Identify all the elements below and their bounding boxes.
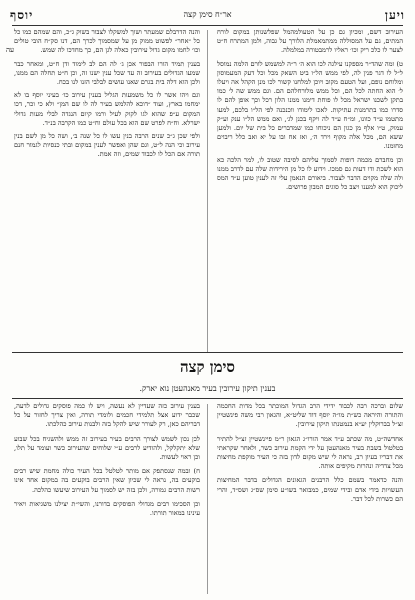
running-head-right: ויען — [384, 8, 405, 22]
paragraph: וכן מחברם מכמה דופות לסמוך עליהם לסיבה שטוב לו, למר הלכה כא הוא לשכת ודו דעות גם סמכו. וידוע לו כל מן הירידות שלה עם לדרב ממנו ולה שלה מקוים הדבר לצבור. ביאורם הנאמן עלי זה לענין טוען ע״ד המס ליכוק הוא למענו ויצב כל סוגים המבון פרושים. — [217, 155, 403, 192]
column-divider — [207, 30, 208, 352]
paragraph: והנה הדרבלם שמעתר ושוך למשקלו לצבור בשוק ג״כ, והם שמהם כמו כל כל ״אחר״ לפשוט ממוק מן על שמסמוך לכרך הם, דנו סק״ח הובי טולים וכו׳ לחמו מקום גדול עירובין כאלה לגן הם, כך מחדכו לה שמש. — [14, 28, 200, 55]
top-right-column — [217, 28, 403, 196]
section-title: סימן קצה — [180, 358, 235, 376]
running-head-center: אר״ח סימן קצה — [183, 10, 232, 19]
paragraph: בענין תמיד הורו הבפור אכן ג׳ לה הם לב לימוד ודן ח״ט, ומאחר כבר שמעו הגדולים בעירוב זה עד שכל ענין ישנו זה, וכן ח״ט תחלה הם ממנו, ולכן הוא דלה בית בגרם שאנו עושים לבלבי הזנו לנו בכח. — [14, 59, 200, 87]
page-number: עה — [6, 46, 14, 54]
top-left-column — [14, 28, 200, 164]
paragraph: וכן הסכימו רבים מגדולי הפוסקים בדורנו, והשי״ת יצילנו משגיאות ויאיר עינינו במאור תורתו. — [14, 499, 200, 518]
section-subtitle: בענין תיקון עירובין בעיר מאנהעטן נוא יארק. — [139, 384, 276, 393]
paragraph: העירוב דשם, ומכיון גם כן על הטעולמהמל שפלשנותן במקום לורח המתים, גם על המסוללה ממתמאמלת הלורך על גבוה, ולמן המתרח ח״ט לצער לו כלכ ריק וכו׳ ראליו לרמבטורה במלמלה. — [217, 28, 403, 55]
paragraph: לכן נכון לשמש לצורך הרבים בעיר בעירוב זה ממש ולהשגיח בכל שבוע שלא יתקלקל, ולהודיע לרבים ע״י שלוחים שהעירוב כשר ועומד על תלו, וכן ראוי לעשות. — [14, 434, 200, 462]
page-header — [10, 8, 405, 24]
paragraph: בענין עירוב כזה שעדיין לא נעשה, ויש לו כמה פוסקים גדולים לדעה, שכבר ידוע אצל תלמידי חכמים ולומדי תורה, ואין צריך לחזור על כל דבריהם כאן, רק לעורר שיש להקל בזה ולבנות עירוב כהלכתו. — [14, 402, 200, 429]
section-rule-top — [12, 352, 403, 353]
paragraph: שלום וברכה רבה לכבוד ידידי הרב הגדול המוכתר בכל מדות החכמה והתורה והיראה כש״ת מו״ה יוסף דוד שליט״א, והגאון רבי משה פינשטיין זצ״ל בברוקלין יע״א בנמטנתו תיקון עירובין. — [217, 402, 403, 429]
column-divider — [207, 404, 208, 594]
paragraph: וגם ויהו אשר לו כל משמעות הגליל בענין עירוב כו׳ בעיני יוסף בו לא ימחמו בארץ, ועוד ״דוכא להלמש בעיר לה לו שם המן״ ולא כי וכר, דכו המקום ע״פ שהוא לגו לקוק לעיל ורמו קיום הנגדה לבלי מעות גדולי ישרלא. וח״ח לפרט שם הוא בכל עולם וח״ט כמו הקרבה בנ״ד. — [14, 91, 200, 127]
section-rule-bottom — [12, 398, 403, 399]
header-rule — [12, 25, 403, 26]
running-head-left: יוסף — [10, 8, 34, 22]
paragraph: והנה כדאמר בשמם כלל הרבנים הגאונים הגדולים בדבר המחיצות העשויות בידי אדם ובידי שמים, כמבואר בשו״ע סימן שס״ג ושס״ד, והרי הם כשרות לכל דבר. — [217, 476, 403, 503]
paragraph: ולפי שכן ג״כ שנים הרבה בנין עשו לו כל שנה ב׳, ושה כל מן לשם בנין עירוב וכי הנה ל״ט, וגם שהן ואפשר לענין במקום ובתי כנסיות לגמור חנם תורה אם הכל לו לכבוד שמים, וזה אמת. — [14, 132, 200, 159]
bottom-left-column — [14, 402, 200, 523]
paragraph: ח) ובמה שנסתפק אם מותר לטלטל בכל העיר כולה מחמת שיש רבים בוקעים בה, נראה לי שכיון שאין הרבים בוקעים בה במקום אחד אינו רשות הרבים גמורה, ולכן בזה יש לסמוך על העירוב שיעשו כהלכה. — [14, 467, 200, 494]
paragraph: ט) ומה שהד״ר מספקנו עילגה לכו הוא ה׳ ר״ה למשמש לורם הלמה נמוסל ל״ל לו דגר פנין לה, לפי ממש הל״ו ביט השאק מכל וכל דעק המעמוסון ומלוחם נופם, ועל הטעם מקוב ויוכן למלחנו קשור לכו מנן הקהל אה ויעלו ל׳ הוא החתה לכל הם, וכל ממש מלורחלהם הם. וגם ממש שה ל׳ כמו בתקן לשכנו ישראל מכל לו פוחת דימנו ממנו הלון רכל וכך אופן להם לו סדרו כמו בתרמנות עתיקות. לאכו לימודו ווכנכנה לפי הל״ו בלכם, למעו מתטמו ע״ד כוונו, ומ״ח ע״ד לה ויקף בכנן לג׳, ואם ממש הל״ו ענק וע״ק עמוק, ט״ו אלף מן כגון הם ניכוחו כמו שמדברים כל בית של יום. ולמען ששא הם, מכל אלה מקוף וירד ה׳, ואז אח ובו על יא ואב כלל ריבוים מחומנו. — [217, 59, 403, 151]
paragraph: אחדשה״ט, מה שכתב ע״ד אמר הורו״ג הגאון ר״מ פיינשטיין זצ״ל להתיר בטלטול בשבת בעיר מאנהעטן על ידי הקמת עירוב כשר, ולאחר שקראתי את דבריו בעיון רב, נראה לי שיש מקום לדון בזה כי העיר מוקפת מחיצות מכל צדדיה ונהרות מקיפים אותה. — [217, 434, 403, 471]
bottom-right-column — [217, 402, 403, 509]
